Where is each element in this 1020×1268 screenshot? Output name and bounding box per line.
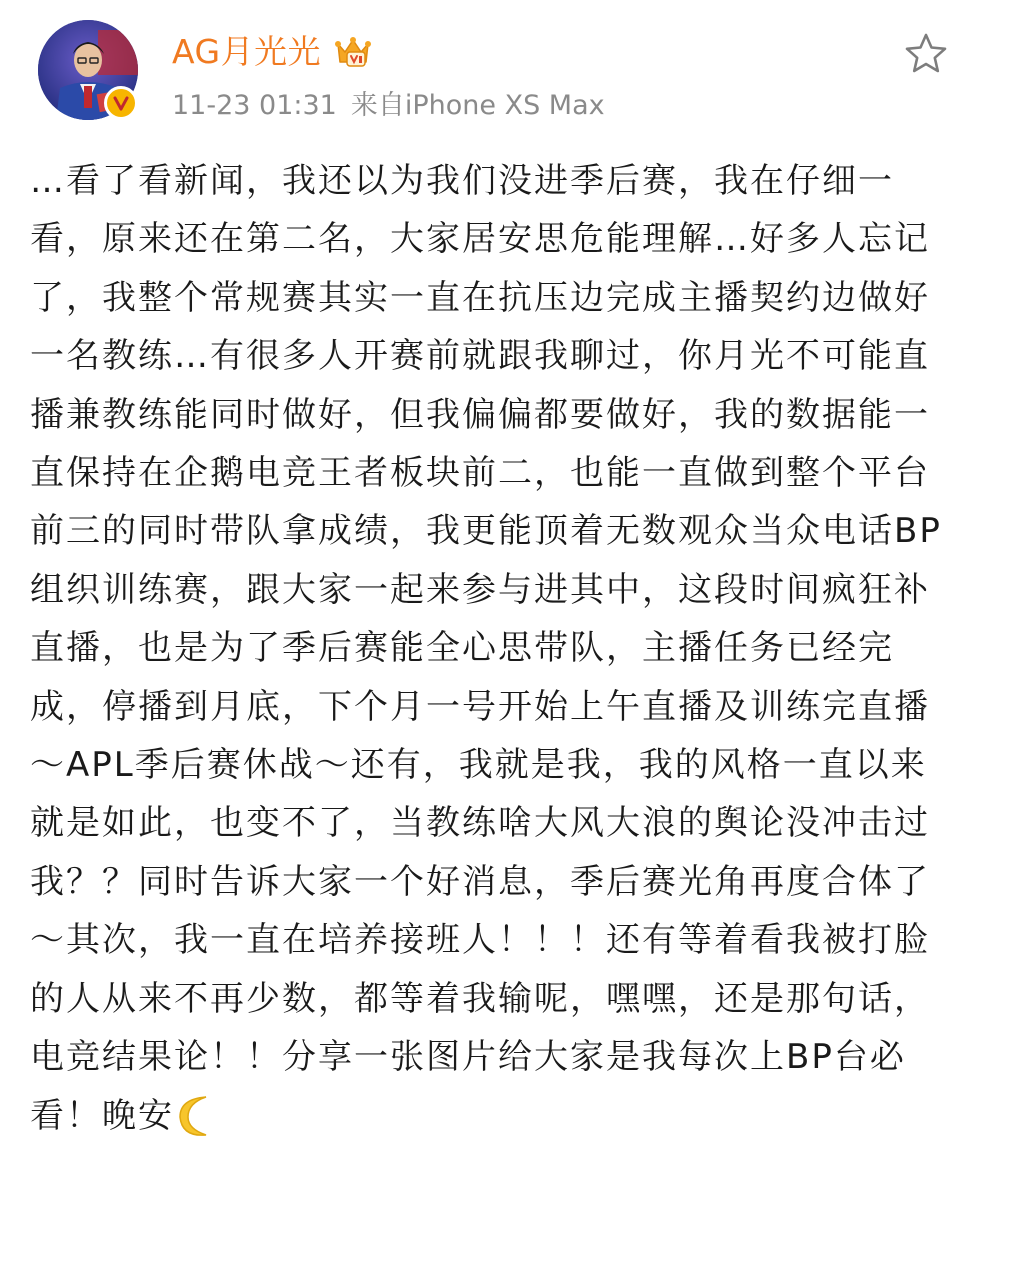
avatar-container[interactable] bbox=[38, 20, 138, 120]
verified-badge-icon bbox=[104, 86, 138, 120]
username[interactable]: AG月光光 bbox=[172, 32, 322, 71]
star-icon[interactable] bbox=[902, 30, 950, 78]
post-content bbox=[30, 152, 955, 1145]
post-timestamp: 11-23 01:31 bbox=[172, 90, 337, 121]
post-source[interactable]: 来自iPhone XS Max bbox=[350, 90, 605, 121]
post-header bbox=[172, 30, 373, 74]
post-text: …看了看新闻，我还以为我们没进季后赛，我在仔细一看，原来还在第二名，大家居安思危能理解…好多人忘记了，我整个常规赛其实一直在抗压边完成主播契约边做好一名教练…有很多人开赛前就跟我聊过，你月光不可能直播兼教练能同时做好，但我偏偏都要做好，我的数据能一直保持在企鹅电竞王者板块前二，也能一直做到整个平台前三的同时带队拿成绩，我更能顶着无数观众当众电话BP组织训练赛，跟大家一起来参与进其中，这段时间疯狂补直播，也是为了季后赛能全心思带队，主播任务已经完成，停播到月底，下个月一号开始上午直播及训练完直播～APL季后赛休战～还有，我就是我，我的风格一直以来就是如此，也变不了，当教练啥大风大浪的舆论没冲击过我？？同时告诉大家一个好消息，季后赛光角再度合体了～其次，我一直在培养接班人！！！还有等着看我被打脸的人从来不再少数，都等着我输呢，嘿嘿，还是那句话，电竞结果论！！分享一张图片给大家是我每次上BP台必看！晚安 bbox=[30, 161, 942, 1136]
vip-crown-icon[interactable] bbox=[333, 32, 373, 72]
post-meta bbox=[172, 88, 605, 124]
crescent-moon-icon bbox=[176, 1093, 216, 1137]
